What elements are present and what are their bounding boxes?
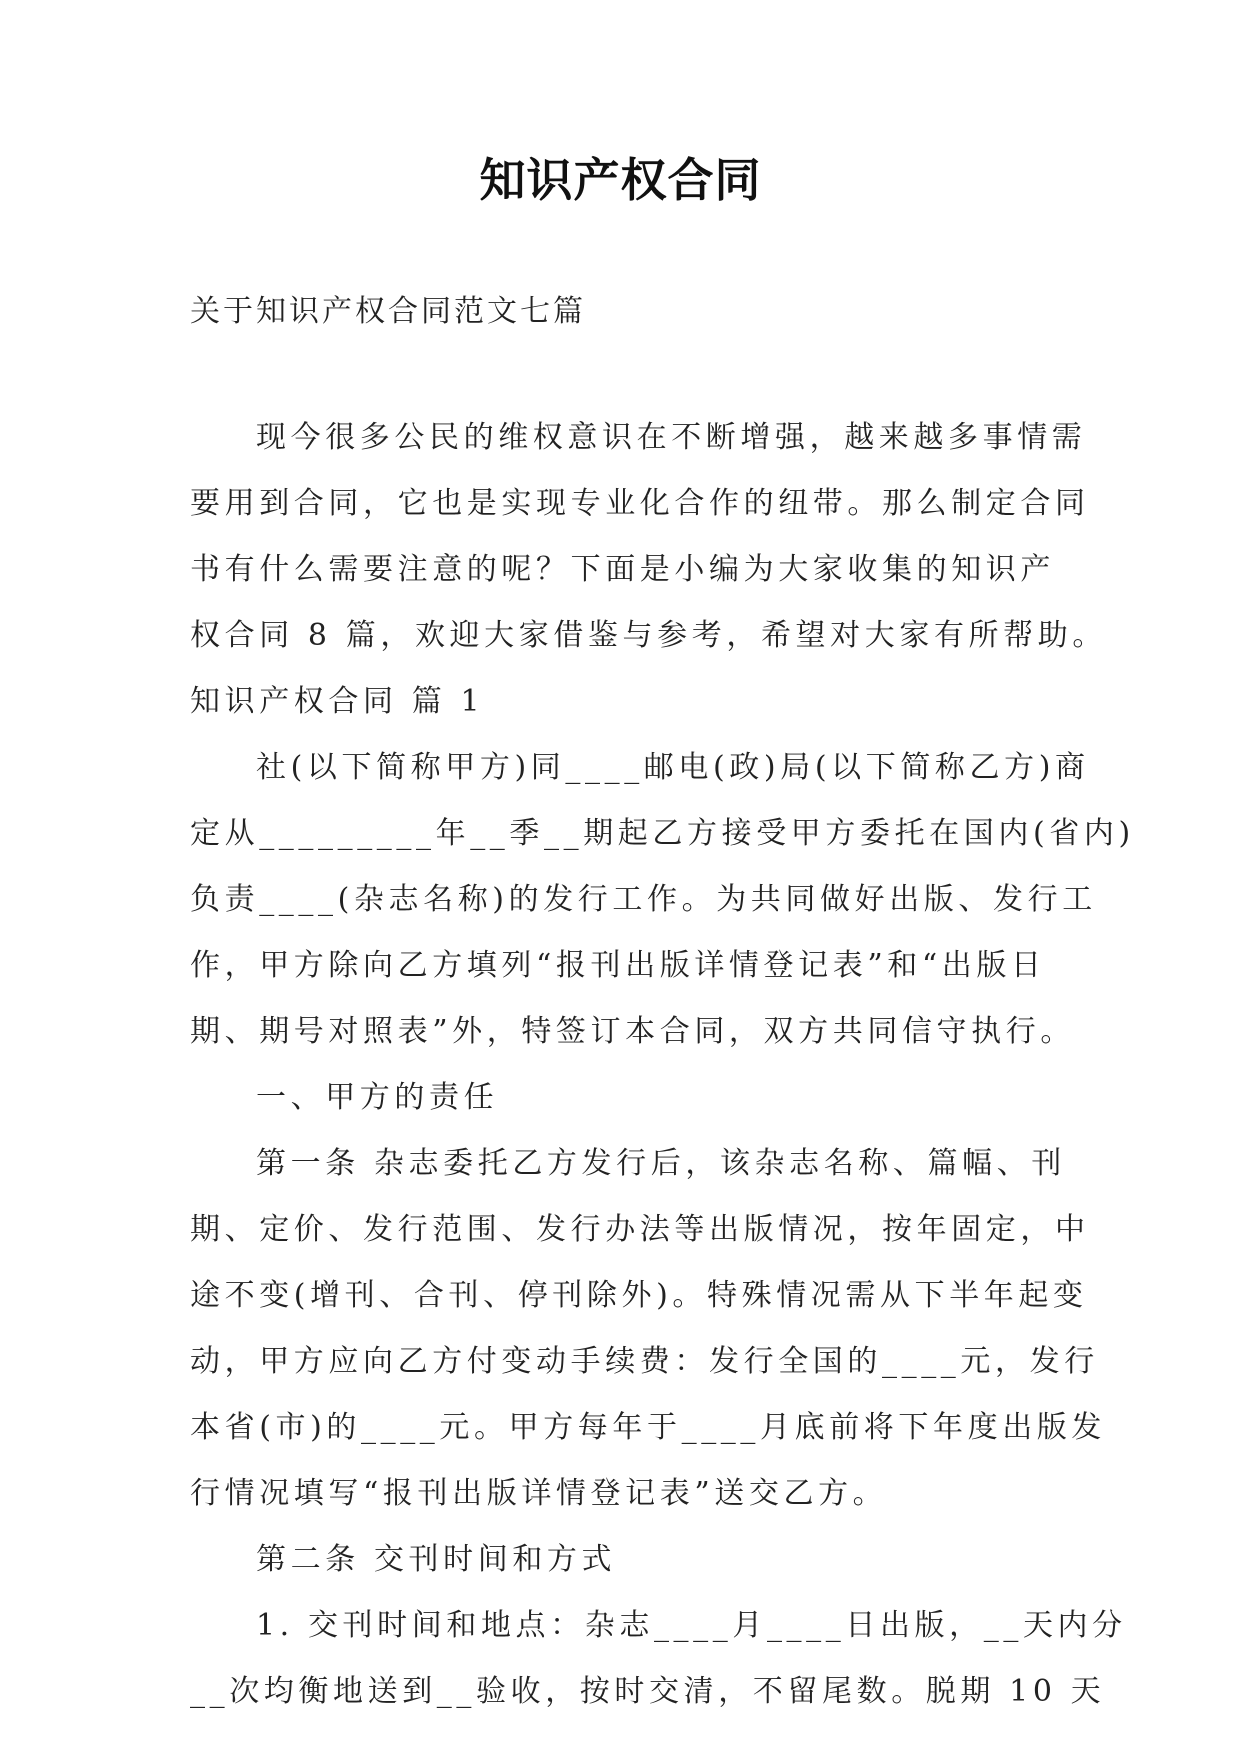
document-title: 知识产权合同 — [479, 153, 762, 207]
clause-heading: 一、甲方的责任 — [256, 1080, 499, 1115]
paragraph-line: __次均衡地送到__验收，按时交清，不留尾数。脱期 10 天 — [190, 1674, 1106, 1709]
paragraph-line: 作，甲方除向乙方填列“报刊出版详情登记表”和“出版日 — [190, 948, 1046, 983]
paragraph-line: 途不变(增刊、合刊、停刊除外)。特殊情况需从下半年起变 — [190, 1278, 1088, 1313]
paragraph-line: 期、期号对照表”外，特签订本合同，双方共同信守执行。 — [190, 1014, 1075, 1049]
paragraph-line: 动，甲方应向乙方付变动手续费：发行全国的____元，发行 — [190, 1344, 1099, 1379]
paragraph-line: 行情况填写“报刊出版详情登记表”送交乙方。 — [190, 1476, 888, 1511]
paragraph-line: 现今很多公民的维权意识在不断增强，越来越多事情需 — [256, 420, 1087, 455]
paragraph-line: 本省(市)的____元。甲方每年于____月底前将下年度出版发 — [190, 1410, 1107, 1445]
paragraph-line: 书有什么需要注意的呢？下面是小编为大家收集的知识产 — [190, 552, 1055, 587]
section-heading: 知识产权合同 篇 1 — [190, 684, 485, 719]
paragraph-line: 社(以下简称甲方)同____邮电(政)局(以下简称乙方)商 — [256, 750, 1090, 785]
paragraph-line: 定从_________年__季__期起乙方接受甲方委托在国内(省内) — [190, 816, 1135, 851]
clause-heading: 第二条 交刊时间和方式 — [256, 1542, 617, 1577]
paragraph-line: 权合同 8 篇，欢迎大家借鉴与参考，希望对大家有所帮助。 — [190, 618, 1107, 653]
paragraph-line: 要用到合同，它也是实现专业化合作的纽带。那么制定合同 — [190, 486, 1090, 521]
paragraph-line: 第一条 杂志委托乙方发行后，该杂志名称、篇幅、刊 — [256, 1146, 1066, 1181]
document-subtitle: 关于知识产权合同范文七篇 — [190, 294, 586, 329]
paragraph-line: 负责____(杂志名称)的发行工作。为共同做好出版、发行工 — [190, 882, 1097, 917]
paragraph-line: 期、定价、发行范围、发行办法等出版情况，按年固定，中 — [190, 1212, 1090, 1247]
paragraph-line: 1. 交刊时间和地点：杂志____月____日出版，__天内分 — [256, 1608, 1127, 1643]
document-body — [190, 405, 1135, 1725]
